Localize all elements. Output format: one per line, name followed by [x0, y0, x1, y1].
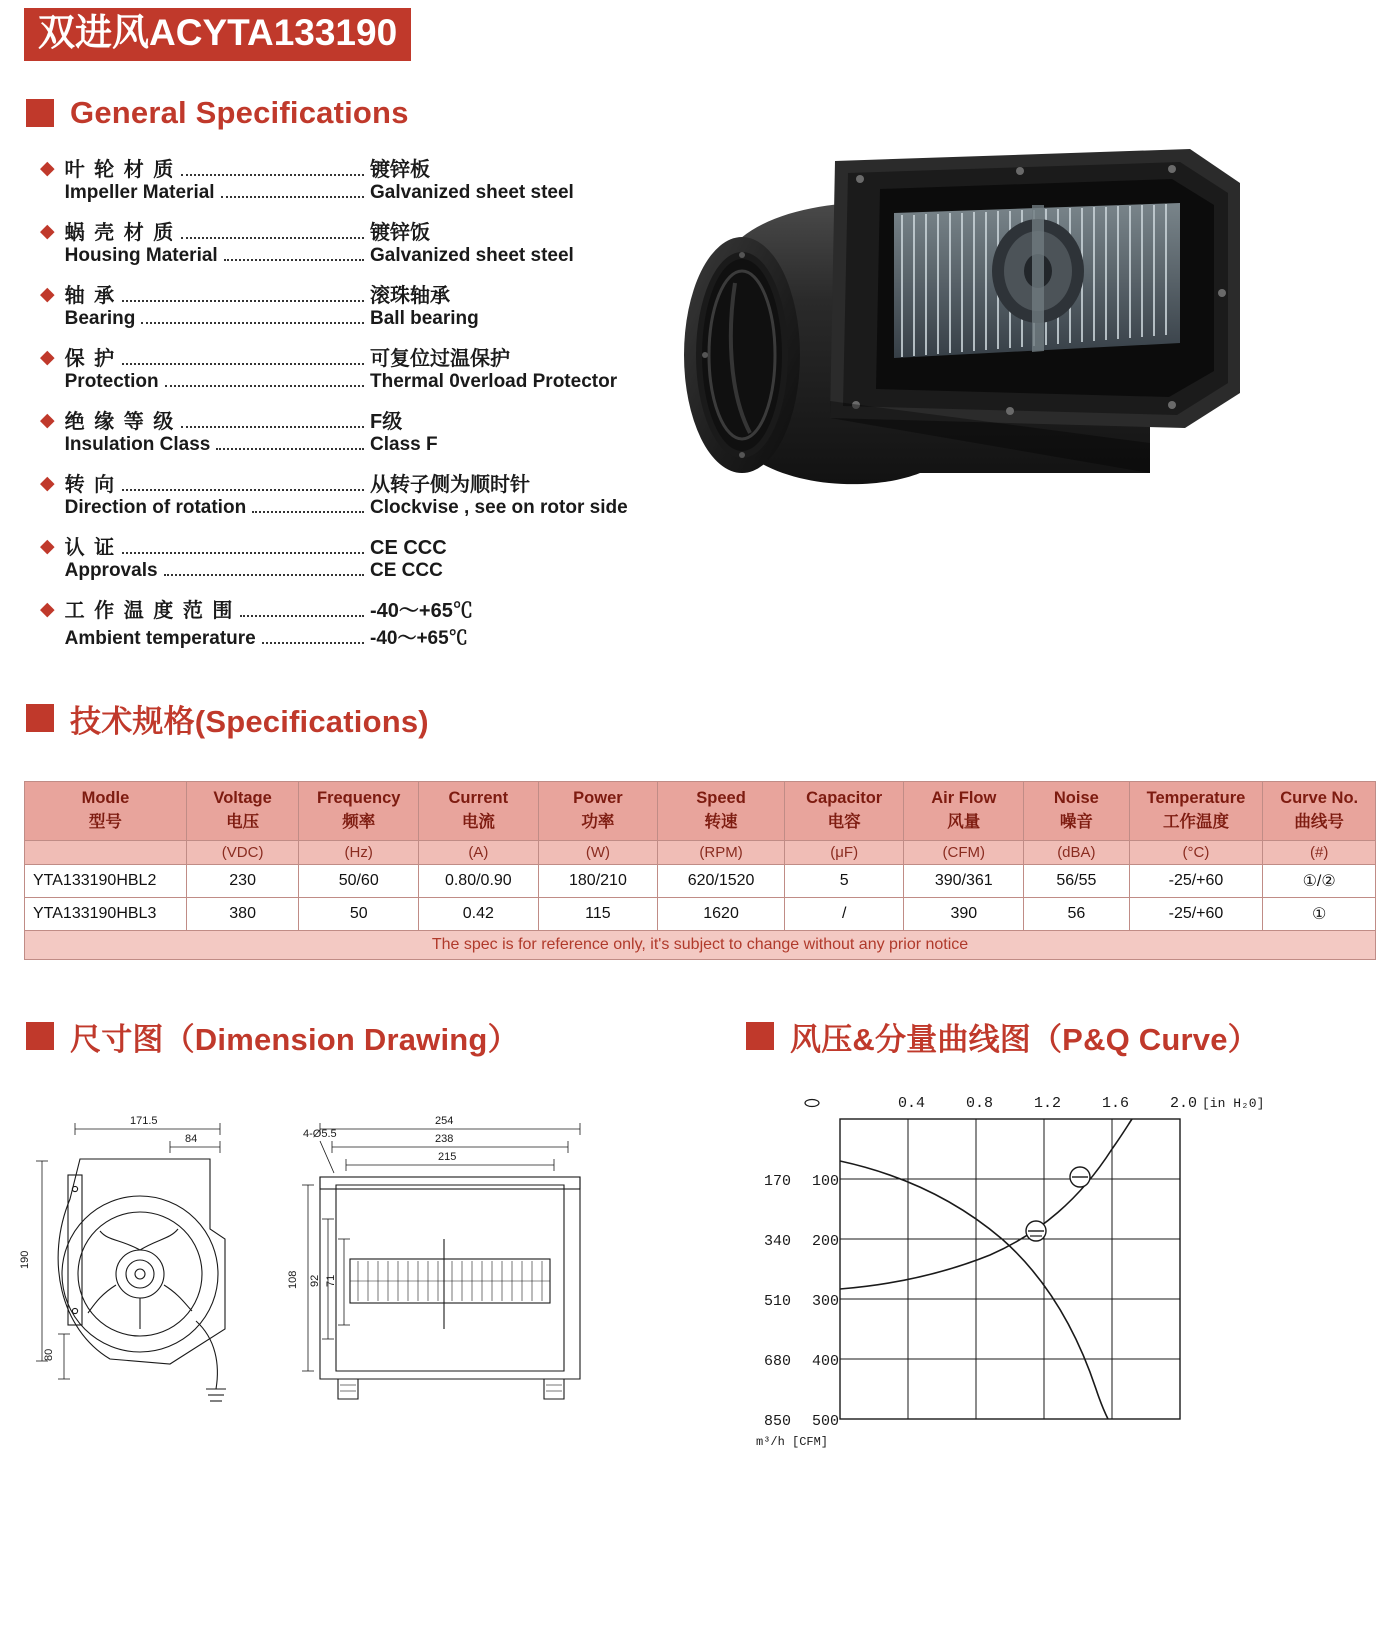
y-axis-unit-label: m³/h [CFM]	[756, 1434, 829, 1449]
section-marker	[26, 704, 54, 732]
col-header-en: Capacitor	[806, 788, 883, 807]
list-item	[40, 594, 660, 650]
dot-leader	[240, 615, 364, 617]
list-item	[40, 405, 660, 456]
section-header-curve	[746, 1014, 1380, 1059]
dot-leader	[122, 489, 364, 491]
col-header-temperature	[1129, 781, 1263, 840]
diamond-bullet-icon: ◆	[40, 535, 55, 557]
col-header-cn: 电流	[461, 812, 495, 831]
cell-capacitor: /	[784, 897, 904, 930]
cell-voltage: 230	[186, 864, 299, 897]
dot-leader	[262, 642, 364, 644]
col-header-capacitor	[784, 781, 904, 840]
dot-leader	[181, 426, 364, 428]
bottom-section	[20, 1014, 1380, 1449]
dimension-column	[20, 1014, 720, 1449]
svg-text:92: 92	[309, 1274, 321, 1287]
col-header-en: Speed	[696, 788, 746, 807]
cell-current: 0.80/0.90	[419, 864, 539, 897]
spec-label-en: Ambient temperature	[64, 627, 256, 649]
diamond-bullet-icon: ◆	[40, 409, 55, 431]
spec-label-en: Bearing	[64, 307, 136, 329]
section-title-specifications: 技术规格(Specifications)	[70, 703, 429, 739]
spec-label-cn: 转 向	[64, 473, 117, 496]
col-header-noise	[1024, 781, 1130, 840]
y-tick-label-right: 300	[812, 1292, 840, 1310]
svg-text:4-Ø5.5: 4-Ø5.5	[303, 1127, 337, 1140]
dot-leader	[216, 448, 364, 450]
list-item	[40, 531, 660, 582]
table-footer-row	[25, 930, 1376, 959]
list-item	[40, 216, 660, 267]
spec-label-cn: 工 作 温 度 范 围	[64, 599, 235, 622]
svg-text:171.5: 171.5	[130, 1114, 158, 1127]
product-photo	[670, 143, 1380, 543]
spec-value-en: Class F	[370, 433, 438, 455]
dot-leader	[141, 322, 364, 324]
col-header-cn: 工作温度	[1162, 812, 1229, 831]
col-header-frequency	[299, 781, 419, 840]
y-tick-label-left: 850	[764, 1412, 792, 1430]
x-tick-label: 2.0	[1170, 1094, 1198, 1112]
spec-value-en: Galvanized sheet steel	[370, 181, 574, 203]
section-marker	[26, 1022, 54, 1050]
unit-current: (A)	[419, 840, 539, 864]
col-header-cn: 风量	[947, 812, 981, 831]
spec-label-en: Housing Material	[64, 244, 218, 266]
col-header-current	[419, 781, 539, 840]
cell-frequency: 50	[299, 897, 419, 930]
col-header-cn: 频率	[342, 812, 376, 831]
unit-frequency: (Hz)	[299, 840, 419, 864]
cell-noise: 56	[1024, 897, 1130, 930]
table-units-row	[25, 840, 1376, 864]
pq-curve-svg	[740, 1089, 1360, 1459]
dimension-drawing-svg	[20, 1089, 720, 1419]
svg-text:108: 108	[287, 1270, 299, 1289]
svg-text:254: 254	[435, 1114, 454, 1127]
curve-label-2	[1026, 1221, 1046, 1241]
general-spec-list	[40, 153, 660, 662]
table-row	[25, 897, 1376, 930]
spec-value-cn: 从转子侧为顺时针	[370, 473, 530, 496]
cell-speed: 1620	[658, 897, 785, 930]
cell-noise: 56/55	[1024, 864, 1130, 897]
curve-column	[740, 1014, 1380, 1449]
unit-voltage: (VDC)	[186, 840, 299, 864]
dot-leader	[122, 552, 364, 554]
spec-value-cn: 滚珠轴承	[370, 284, 450, 307]
spec-label-en: Insulation Class	[64, 433, 211, 455]
diamond-bullet-icon: ◆	[40, 283, 55, 305]
cell-capacitor: 5	[784, 864, 904, 897]
col-header-en: Frequency	[316, 788, 401, 807]
dot-leader	[224, 259, 364, 261]
x-tick-label: 1.6	[1102, 1094, 1130, 1112]
pq-curve-chart	[740, 1089, 1380, 1449]
cell-model: YTA133190HBL3	[25, 897, 187, 930]
y-tick-label-left: 340	[764, 1232, 792, 1250]
y-tick-label-left: 510	[764, 1292, 792, 1310]
spec-table-wrap	[20, 781, 1380, 960]
table-row	[25, 864, 1376, 897]
curve-label-1	[1070, 1167, 1090, 1187]
spec-value-cn: 镀锌饭	[370, 221, 430, 244]
section-title-curve: 风压&分量曲线图（P&Q Curve）	[790, 1021, 1259, 1057]
page-title: 双进风ACYTA133190	[24, 8, 411, 61]
col-header-cn: 功率	[581, 812, 615, 831]
y-tick-label-right: 100	[812, 1172, 840, 1190]
x-tick-label: 1.2	[1034, 1094, 1062, 1112]
col-header-cn: 曲线号	[1294, 812, 1344, 831]
cell-airflow: 390	[904, 897, 1024, 930]
y-tick-label-right: 400	[812, 1352, 840, 1370]
specifications-table	[24, 781, 1376, 960]
origin-marker-icon	[805, 1099, 819, 1106]
section-header-specifications	[26, 696, 1380, 741]
col-header-airflow	[904, 781, 1024, 840]
x-tick-label: 0.4	[898, 1094, 926, 1112]
spec-value-en: Clockvise , see on rotor side	[370, 496, 628, 518]
dot-leader	[181, 174, 364, 176]
spec-label-en: Protection	[64, 370, 159, 392]
svg-text:71: 71	[325, 1274, 337, 1287]
cell-temperature: -25/+60	[1129, 897, 1263, 930]
col-header-en: Noise	[1053, 788, 1099, 807]
unit-model	[25, 840, 187, 864]
diamond-bullet-icon: ◆	[40, 472, 55, 494]
dot-leader	[122, 363, 364, 365]
spec-label-cn: 叶 轮 材 质	[64, 158, 176, 181]
cell-power: 180/210	[538, 864, 658, 897]
dot-leader	[165, 385, 364, 387]
section-header-dimension	[26, 1014, 720, 1059]
diamond-bullet-icon: ◆	[40, 346, 55, 368]
spec-value-cn: 镀锌板	[370, 158, 430, 181]
dot-leader	[164, 574, 364, 576]
spec-value-cn: -40～+65℃	[370, 599, 473, 622]
unit-noise: (dBA)	[1024, 840, 1130, 864]
spec-label-cn: 认 证	[64, 536, 117, 559]
col-header-en: Curve No.	[1280, 788, 1359, 807]
col-header-en: Power	[573, 788, 623, 807]
section-marker	[746, 1022, 774, 1050]
spec-label-en: Direction of rotation	[64, 496, 247, 518]
diamond-bullet-icon: ◆	[40, 157, 55, 179]
section-title-general: General Specifications	[70, 94, 409, 130]
dot-leader	[221, 196, 364, 198]
list-item	[40, 342, 660, 393]
cell-speed: 620/1520	[658, 864, 785, 897]
unit-power: (W)	[538, 840, 658, 864]
col-header-cn: 转速	[704, 812, 738, 831]
section-header-general	[26, 95, 1380, 131]
cell-model: YTA133190HBL2	[25, 864, 187, 897]
col-header-cn: 噪音	[1059, 812, 1093, 831]
table-header-row	[25, 781, 1376, 840]
y-tick-label-right: 500	[812, 1412, 840, 1430]
col-header-curve-no	[1263, 781, 1376, 840]
x-tick-label: 0.8	[966, 1094, 994, 1112]
spec-value-en: Thermal 0verload Protector	[370, 370, 618, 392]
general-spec-area	[20, 153, 1380, 662]
list-item	[40, 153, 660, 204]
col-header-cn: 电压	[226, 812, 260, 831]
svg-text:215: 215	[438, 1150, 457, 1163]
spec-label-en: Approvals	[64, 559, 158, 581]
cell-curve-no: ①	[1263, 897, 1376, 930]
cell-current: 0.42	[419, 897, 539, 930]
diamond-bullet-icon: ◆	[40, 598, 55, 620]
y-tick-label-left: 170	[764, 1172, 792, 1190]
spec-value-cn: CE CCC	[370, 536, 447, 559]
svg-text:84: 84	[185, 1132, 198, 1145]
spec-value-en: Galvanized sheet steel	[370, 244, 574, 266]
spec-value-en: CE CCC	[370, 559, 443, 581]
cell-power: 115	[538, 897, 658, 930]
blower-fan-illustration	[680, 143, 1320, 543]
col-header-en: Air Flow	[931, 788, 997, 807]
svg-text:190: 190	[20, 1250, 31, 1269]
dot-leader	[252, 511, 364, 513]
diamond-bullet-icon: ◆	[40, 220, 55, 242]
spec-value-en: -40～+65℃	[370, 627, 468, 649]
cell-temperature: -25/+60	[1129, 864, 1263, 897]
spec-label-cn: 轴 承	[64, 284, 117, 307]
svg-text:238: 238	[435, 1132, 454, 1145]
dot-leader	[122, 300, 364, 302]
cell-airflow: 390/361	[904, 864, 1024, 897]
y-tick-label-left: 680	[764, 1352, 792, 1370]
y-tick-label-right: 200	[812, 1232, 840, 1250]
spec-value-en: Ball bearing	[370, 307, 479, 329]
spec-label-cn: 绝 缘 等 级	[64, 410, 176, 433]
spec-label-en: Impeller Material	[64, 181, 215, 203]
dot-leader	[181, 237, 364, 239]
col-header-en: Temperature	[1146, 788, 1246, 807]
spec-label-cn: 蜗 壳 材 质	[64, 221, 176, 244]
cell-frequency: 50/60	[299, 864, 419, 897]
col-header-en: Modle	[81, 788, 130, 807]
col-header-model	[25, 781, 187, 840]
col-header-voltage	[186, 781, 299, 840]
col-header-cn: 电容	[827, 812, 861, 831]
col-header-power	[538, 781, 658, 840]
cell-curve-no: ①/②	[1263, 864, 1376, 897]
svg-text:80: 80	[43, 1348, 55, 1361]
col-header-en: Current	[448, 788, 509, 807]
section-marker	[26, 99, 54, 127]
col-header-en: Voltage	[213, 788, 272, 807]
col-header-speed	[658, 781, 785, 840]
spec-value-cn: 可复位过温保护	[370, 347, 510, 370]
section-title-dimension: 尺寸图（Dimension Drawing）	[70, 1021, 519, 1057]
list-item	[40, 279, 660, 330]
unit-speed: (RPM)	[658, 840, 785, 864]
list-item	[40, 468, 660, 519]
unit-capacitor: (μF)	[784, 840, 904, 864]
x-axis-unit-label: [in H₂0]	[1202, 1095, 1265, 1111]
col-header-cn: 型号	[88, 812, 122, 831]
unit-curve-no: (#)	[1263, 840, 1376, 864]
spec-value-cn: F级	[370, 410, 403, 433]
unit-airflow: (CFM)	[904, 840, 1024, 864]
table-disclaimer: The spec is for reference only, it's subject to change without any prior notice	[25, 930, 1376, 959]
cell-voltage: 380	[186, 897, 299, 930]
dimension-drawing	[20, 1089, 720, 1419]
spec-label-cn: 保 护	[64, 347, 117, 370]
unit-temperature: (°C)	[1129, 840, 1263, 864]
